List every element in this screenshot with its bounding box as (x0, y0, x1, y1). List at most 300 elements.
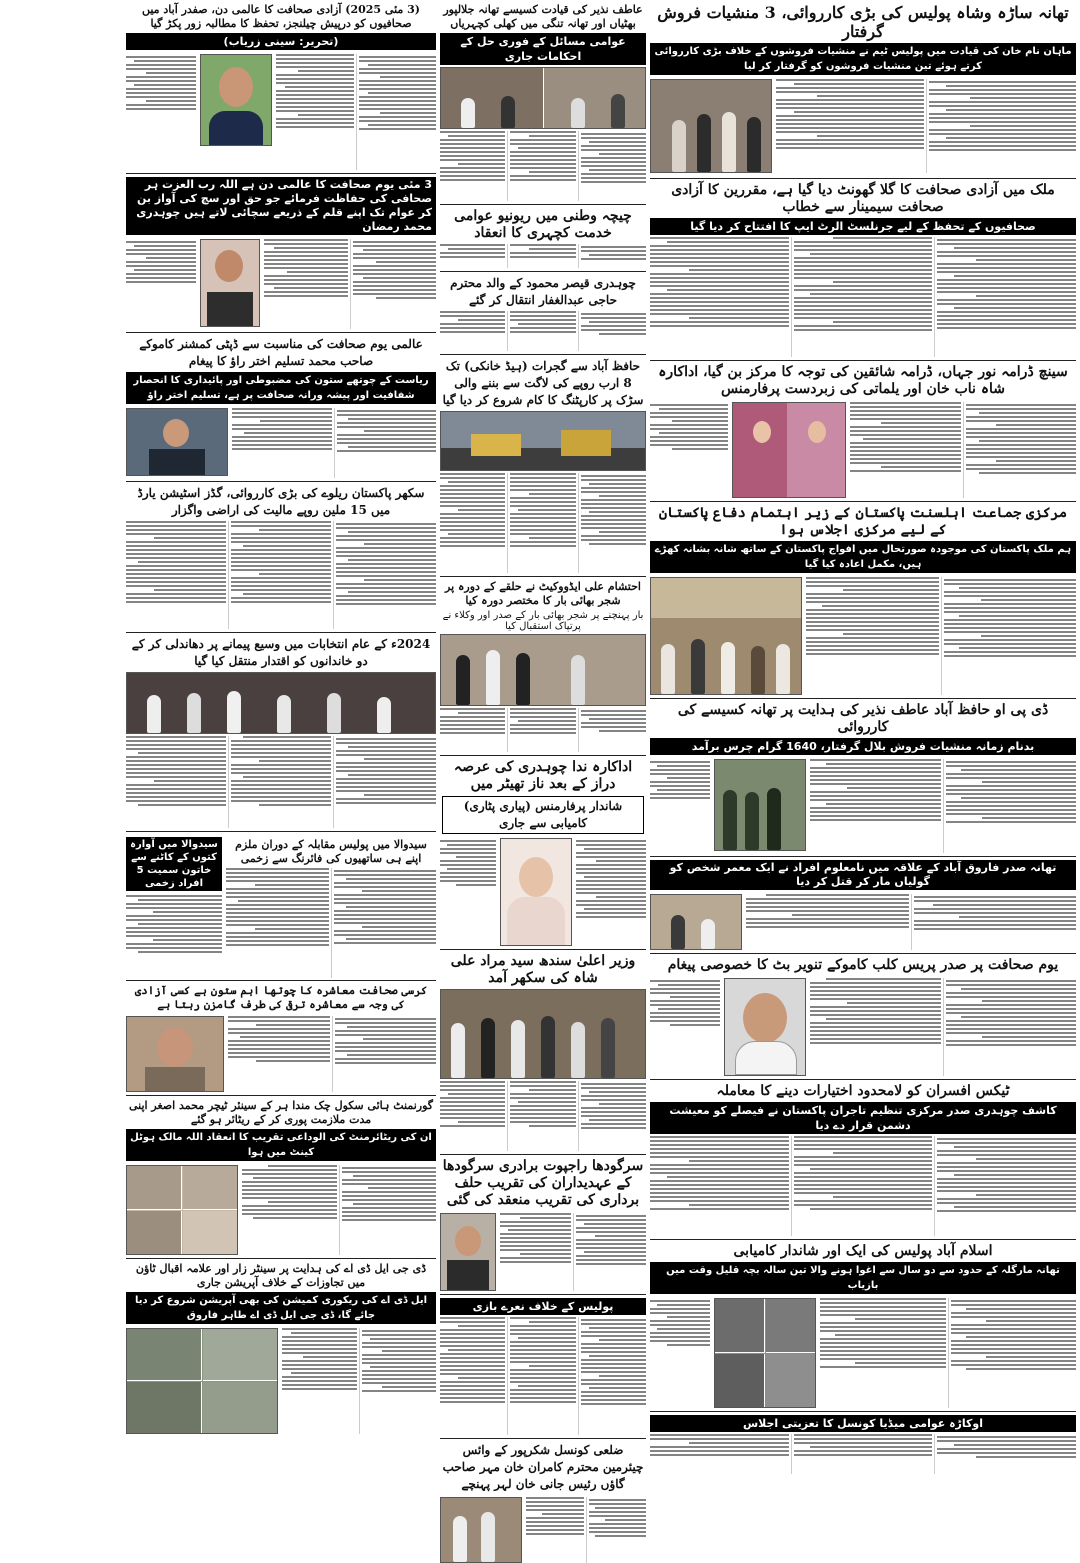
text-line (440, 1369, 505, 1371)
text-line (650, 1312, 710, 1314)
article-text-election (126, 736, 436, 828)
text-line (650, 313, 789, 315)
article-divider (126, 481, 436, 482)
text-line (526, 1529, 584, 1531)
text-line (810, 1042, 941, 1044)
text-line (362, 1390, 437, 1392)
text-line (833, 237, 933, 239)
text-line (353, 257, 437, 259)
photo-deputy-commissioner (126, 408, 228, 476)
text-line (650, 1172, 789, 1174)
text-line (794, 1140, 933, 1142)
text-line (806, 613, 939, 615)
text-line (126, 253, 196, 255)
text-line (581, 181, 646, 183)
text-line (650, 797, 710, 799)
text-line (946, 789, 1077, 791)
text-line (650, 1188, 789, 1190)
article-text-lda (282, 1328, 436, 1434)
text-line (822, 605, 939, 607)
text-line (440, 1357, 505, 1359)
text-line (282, 1328, 357, 1330)
text-line (595, 1507, 646, 1509)
text-line (650, 1000, 720, 1002)
headline-rajput-oath: سرگودھا راجپوت برادری سرگودھا کے عہدیداران کی تقریب حلف برداری کی تقریب منعقد کی گئی (442, 1158, 644, 1208)
text-line (826, 1018, 941, 1020)
photo-cm-sindh (440, 989, 646, 1079)
text-line (650, 253, 789, 255)
text-line (810, 1446, 932, 1448)
text-line (226, 916, 329, 918)
article-divider (650, 360, 1076, 361)
text-line (500, 1257, 571, 1259)
text-line (336, 583, 436, 585)
text-line (334, 942, 437, 944)
headline-dpo-hafizabad: ڈی پی او حافظ آباد عاطف نذیر کی ہدایت پر تھانہ کسیسے کی کارروائی (677, 702, 1049, 735)
text-line (966, 420, 1077, 422)
text-line (581, 479, 646, 481)
text-line (282, 1344, 357, 1346)
text-line (581, 519, 646, 521)
text-line (126, 545, 226, 547)
text-line (650, 1180, 789, 1182)
text-line (282, 1368, 357, 1370)
text-line (581, 1083, 646, 1085)
text-line (826, 763, 941, 765)
text-line (276, 62, 354, 64)
headline-police-protest: پولیس کے خلاف نعرے بازی (440, 1298, 646, 1315)
text-line (581, 726, 646, 728)
text-line (153, 911, 222, 913)
subhead-journalist-alert-app: صحافیوں کے تحفظ کے لیے جرنلسٹ الرٹ ایپ کا افتتاح کر دیا گیا (650, 218, 1076, 235)
text-line (334, 902, 437, 904)
text-line (650, 988, 720, 990)
text-line (966, 1336, 1076, 1338)
text-line (362, 1374, 437, 1376)
text-line (929, 121, 1077, 123)
text-line (126, 776, 226, 778)
text-line (126, 736, 226, 738)
text-line (226, 936, 329, 938)
text-line (440, 1373, 505, 1375)
text-line (264, 291, 348, 293)
text-line (440, 860, 496, 862)
text-line (581, 317, 646, 319)
text-line (650, 1136, 789, 1138)
text-line (599, 333, 646, 335)
photo-kamran-khan (440, 1497, 522, 1563)
text-line (529, 1089, 576, 1091)
text-line (336, 738, 436, 740)
subhead-nida-performance: شاندار پرفارمنس (پیاری پٹاری) کامیابی سے جاری (442, 796, 644, 834)
headline-stage-drama: سینچ ڈرامہ نور جہاں، ڈرامہ شائقین کی توجہ کا مرکز بن گیا، اداکارہ شاہ ناب خان اور یلماتی کی زبردست پرفارمنس (658, 364, 1068, 397)
text-line (276, 82, 354, 84)
text-line (510, 1325, 575, 1327)
text-line (264, 295, 348, 297)
text-line (126, 903, 222, 905)
text-line (810, 986, 941, 988)
text-line (348, 446, 436, 448)
text-line (944, 631, 1077, 633)
text-line (336, 786, 436, 788)
text-line (658, 1008, 720, 1010)
text-line (448, 1349, 505, 1351)
text-line (359, 128, 437, 130)
text-line (670, 1024, 720, 1026)
text-line (581, 710, 646, 712)
headline-tax-officers-powers: ٹیکس افسران کو لامحدود اختیارات دینے کا معاملہ (716, 1083, 1010, 1099)
text-line (946, 765, 1077, 767)
text-line (937, 243, 1076, 245)
text-line (581, 246, 646, 248)
text-line (440, 1125, 505, 1127)
text-line (242, 1181, 337, 1183)
text-line (650, 1144, 789, 1146)
column-left (126, 0, 436, 1397)
text-line (946, 805, 1077, 807)
text-line (667, 1176, 789, 1178)
text-line (276, 74, 354, 76)
text-line (126, 601, 226, 603)
text-line (440, 1401, 505, 1403)
text-line (776, 143, 924, 145)
text-line (820, 1330, 946, 1332)
text-line (794, 111, 924, 113)
text-line (440, 1385, 505, 1387)
text-line (835, 1334, 945, 1336)
text-line (581, 137, 646, 139)
text-line (937, 1166, 1076, 1168)
text-line (581, 145, 646, 147)
text-line (440, 1365, 505, 1367)
text-line (440, 1321, 505, 1323)
headline-election-rigging: 2024ء کے عام انتخابات میں وسیع پیمانے پر دھاندلی کر کے دو خاندانوں کو اقتدار منتقل کیا گیا (131, 637, 431, 668)
text-line (826, 978, 941, 980)
text-line (581, 1127, 646, 1129)
article-text-press-club (810, 978, 1076, 1076)
text-line (510, 473, 575, 475)
portrait-chaudhry-ramzan (200, 239, 260, 327)
text-line (966, 464, 1077, 466)
text-line (599, 1103, 646, 1105)
text-line (581, 177, 646, 179)
text-line (810, 253, 932, 255)
text-line (946, 793, 1077, 795)
text-line (231, 784, 331, 786)
text-line (231, 521, 331, 523)
text-line (440, 1397, 505, 1399)
text-line (126, 931, 222, 933)
text-line (510, 728, 575, 730)
article-divider (440, 1154, 646, 1155)
text-line (510, 179, 575, 181)
text-line (347, 1054, 436, 1056)
text-line (581, 1331, 646, 1333)
text-line (359, 88, 437, 90)
text-line (126, 88, 196, 90)
text-line (776, 103, 924, 105)
text-line (232, 412, 332, 414)
text-line (576, 1259, 647, 1261)
text-line (966, 408, 1077, 410)
text-line (440, 505, 505, 507)
text-line (581, 535, 646, 537)
text-line (276, 106, 354, 108)
text-line (776, 131, 924, 133)
text-line (264, 255, 348, 257)
text-line (364, 543, 436, 545)
text-line (576, 1263, 647, 1265)
text-line (276, 54, 354, 56)
text-line (231, 744, 331, 746)
text-line (440, 179, 505, 181)
photo-actresses (732, 402, 846, 498)
text-line (657, 789, 710, 791)
text-line (914, 900, 1077, 902)
text-line (794, 1144, 933, 1146)
text-line (362, 1378, 437, 1380)
text-line (810, 795, 941, 797)
text-line (276, 118, 354, 120)
text-line (359, 80, 437, 82)
text-line (518, 509, 575, 511)
text-line (335, 1058, 437, 1060)
text-line (276, 90, 354, 92)
text-line (126, 521, 226, 523)
text-line (576, 916, 646, 918)
text-line (282, 1360, 357, 1362)
text-line (231, 768, 331, 770)
text-line (334, 918, 437, 920)
text-line (228, 1052, 330, 1054)
text-line (929, 81, 1077, 83)
article-divider (440, 949, 646, 950)
text-line (937, 1138, 1076, 1140)
article-text-khuli-katchery (440, 131, 646, 201)
text-line (518, 147, 575, 149)
text-line (529, 537, 576, 539)
text-line (806, 625, 939, 627)
text-line (440, 143, 505, 145)
article-text-railway (126, 521, 436, 629)
text-line (954, 307, 1076, 309)
text-line (959, 587, 1076, 589)
text-line (650, 305, 789, 307)
text-line (584, 876, 646, 878)
text-line (929, 89, 1077, 91)
text-line (364, 579, 436, 581)
photo-lda-operation (126, 1328, 278, 1434)
text-line (510, 159, 575, 161)
text-line (500, 1249, 571, 1251)
text-line (510, 1389, 575, 1391)
text-line (944, 579, 1077, 581)
text-line (448, 533, 505, 535)
text-line (961, 797, 1076, 799)
article-text-islamabad-police (820, 1298, 1076, 1408)
text-line (342, 1167, 437, 1169)
text-line (348, 774, 436, 776)
text-line (746, 906, 909, 908)
text-line (342, 1195, 437, 1197)
text-line (794, 289, 933, 291)
photo-police-officers (714, 759, 806, 851)
text-line (981, 635, 1076, 637)
text-line (650, 245, 789, 247)
article-text-road (440, 473, 646, 573)
text-line (810, 819, 941, 821)
text-line (810, 1010, 941, 1012)
text-line (929, 149, 1077, 151)
text-line (650, 404, 728, 406)
text-line (650, 301, 789, 303)
text-line (440, 876, 496, 878)
text-line (510, 1381, 575, 1383)
headline-railway-land: سکھر پاکستان ریلوے کی بڑی کارروائی، گڈز اسٹیشن یارڈ میں 15 ملین روپے مالیت کی اراضی واگزار (137, 486, 425, 517)
text-line (946, 1008, 1077, 1010)
text-line (855, 1318, 945, 1320)
text-line (126, 249, 196, 251)
text-line (440, 171, 505, 173)
text-line (581, 1319, 646, 1321)
text-line (242, 1213, 337, 1215)
text-line (976, 259, 1076, 261)
text-line (650, 321, 789, 323)
text-line (881, 422, 961, 424)
text-line (581, 1399, 646, 1401)
text-line (126, 947, 222, 949)
text-line (810, 990, 941, 992)
text-line (806, 581, 939, 583)
headline-dc-message: عالمی یوم صحافت کی مناسبت سے ڈپٹی کمشنر کاموکے صاحب محمد تسلیم اختر راؤ کا پیغام (139, 337, 423, 368)
text-line (126, 265, 196, 267)
text-line (231, 740, 331, 742)
headline-lda-operation: ڈی جی ایل ڈی اے کی ہدایت پر سینٹر زار اور علامہ اقبال ٹاؤن میں تجاوزات کے خلاف آپریشن جاری (135, 1262, 427, 1289)
text-line (589, 1527, 647, 1529)
text-line (650, 1156, 789, 1158)
text-line (946, 1004, 1077, 1006)
text-line (276, 122, 354, 124)
article-divider (650, 698, 1076, 699)
text-line (510, 1113, 575, 1115)
text-line (264, 239, 348, 241)
text-line (268, 1201, 336, 1203)
text-line (576, 888, 646, 890)
text-line (581, 515, 646, 517)
text-line (276, 94, 354, 96)
text-line (806, 597, 939, 599)
text-line (335, 1050, 437, 1052)
text-line (650, 1438, 789, 1440)
text-line (820, 1310, 946, 1312)
text-line (589, 718, 646, 720)
text-line (231, 752, 331, 754)
text-line (850, 418, 961, 420)
text-line (335, 1022, 437, 1024)
text-line (581, 329, 646, 331)
text-line (510, 1393, 575, 1395)
text-line (363, 277, 436, 279)
text-line (650, 1192, 789, 1194)
text-line (268, 1165, 336, 1167)
text-line (581, 1363, 646, 1365)
text-line (937, 1142, 1076, 1144)
text-line (581, 1383, 646, 1385)
text-line (337, 450, 437, 452)
text-line (650, 781, 710, 783)
text-line (510, 319, 575, 321)
text-line (353, 253, 437, 255)
text-line (596, 860, 646, 862)
text-line (946, 761, 1077, 763)
text-line (440, 1389, 505, 1391)
text-line (576, 840, 646, 842)
text-line (510, 1349, 575, 1351)
text-line (334, 894, 437, 896)
text-line (510, 513, 575, 515)
text-line (847, 1002, 941, 1004)
text-line (589, 511, 646, 513)
text-line (650, 1434, 789, 1436)
text-line (961, 1016, 1076, 1018)
text-line (966, 452, 1077, 454)
text-line (581, 161, 646, 163)
text-line (929, 105, 1077, 107)
text-line (792, 914, 909, 916)
text-line (336, 742, 436, 744)
text-line (228, 1056, 330, 1058)
text-line (510, 175, 575, 177)
text-line (657, 1304, 710, 1306)
photo-crime-scene (650, 894, 742, 950)
text-line (336, 551, 436, 553)
text-line (146, 257, 196, 259)
text-line (126, 68, 196, 70)
text-line (336, 567, 436, 569)
text-line (336, 750, 436, 752)
text-line (126, 915, 222, 917)
text-line (138, 923, 222, 925)
text-line (966, 456, 1077, 458)
text-line (440, 167, 505, 169)
text-line (242, 1173, 337, 1175)
text-line (946, 984, 1077, 986)
text-line (359, 60, 437, 62)
text-line (440, 1081, 505, 1083)
portrait-writer (126, 1016, 224, 1092)
text-line (231, 541, 331, 543)
text-line (440, 1097, 505, 1099)
text-line (231, 557, 331, 559)
article-text-obituary (440, 311, 646, 351)
text-line (259, 804, 331, 806)
text-line (440, 728, 505, 730)
text-line (526, 1501, 584, 1503)
text-line (843, 633, 938, 635)
text-line (581, 1115, 646, 1117)
text-line (581, 499, 646, 501)
text-line (937, 303, 1076, 305)
text-line (342, 1215, 437, 1217)
text-line (440, 852, 496, 854)
text-line (986, 1320, 1076, 1322)
text-line (334, 898, 437, 900)
text-line (510, 143, 575, 145)
text-line (510, 1369, 575, 1371)
text-line (581, 1343, 646, 1345)
text-line (944, 591, 1077, 593)
text-line (440, 485, 505, 487)
